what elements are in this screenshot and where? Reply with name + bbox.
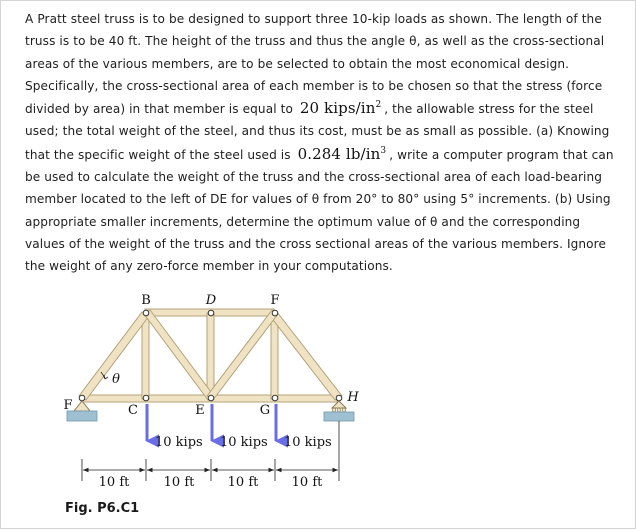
pin-a xyxy=(79,395,85,401)
pin-e xyxy=(208,395,214,401)
member-fg xyxy=(271,313,278,399)
pin-h xyxy=(336,395,342,401)
joint-label-f-left: F xyxy=(63,398,73,413)
joint-label-g: G xyxy=(259,403,271,418)
load-label-g: 10 kips xyxy=(284,435,332,450)
allowable-stress-value: 20 kips/$in^2$ xyxy=(299,99,382,118)
member-eg-df xyxy=(207,310,278,400)
pin-b xyxy=(143,310,149,316)
load-label-e: 10 kips xyxy=(220,435,268,450)
joint-label-b: B xyxy=(141,293,151,308)
joint-label-h: H xyxy=(347,390,359,405)
load-label-c: 10 kips xyxy=(155,435,203,450)
joint-label-c: C xyxy=(128,403,138,418)
problem-text-part-3: , write a computer program that can be used to calculate the weight of the truss and the cross-sectional area of each load-bearing member located to the left of DE for values of θ from 20° to 80° using 5° increments. (b) Using appropriate smaller increments, determine the optimum value of θ and the corresponding values of the weight of the truss and the cross sectional areas of the various members. Ignore the weight of any zero-force member in your computations. xyxy=(25,147,614,274)
pin-f xyxy=(272,310,278,316)
specific-weight-value: 0.284 $lb/in^3$ xyxy=(297,144,387,163)
member-de xyxy=(207,313,214,399)
pin-c xyxy=(143,395,149,401)
angle-label: θ xyxy=(112,372,120,387)
dimension-label-3: 10 ft xyxy=(227,475,259,490)
member-fh xyxy=(270,312,342,400)
problem-paragraph xyxy=(25,8,623,278)
joint-label-e: E xyxy=(195,403,205,418)
problem-statement xyxy=(25,8,623,278)
pin-g xyxy=(272,395,278,401)
problem-text-part-1: A Pratt steel truss is to be designed to support three 10-kip loads as shown. The length of the truss is to be 40 ft. The height of the truss and thus the angle θ, as well as the cross-sectional areas of the various members, are to be selected to obtain the most economical design. Specifically, the cross-sectional area of each member is to be chosen so that the stress (force divided by area) in that member is equal to xyxy=(25,12,605,117)
member-bc xyxy=(142,313,149,399)
member-be xyxy=(144,310,214,400)
dimension-label-4: 10 ft xyxy=(291,475,323,490)
truss-diagram xyxy=(1,283,636,530)
dimension-label-1: 10 ft xyxy=(98,475,130,490)
dimension-label-2: 10 ft xyxy=(163,475,195,490)
figure-caption: Fig. P6.C1 xyxy=(65,501,140,516)
truss-figure xyxy=(1,283,636,530)
joint-label-f-top: F xyxy=(270,293,280,308)
truss-members xyxy=(79,309,342,402)
problem-text-part-2: , the allowable stress for the steel used; the total weight of the steel, and thus its cost, must be as small as possible. (a) Knowing that the specific weight of the steel used is xyxy=(25,102,610,162)
pin-d xyxy=(208,310,214,316)
joint-label-d: D xyxy=(205,293,217,308)
